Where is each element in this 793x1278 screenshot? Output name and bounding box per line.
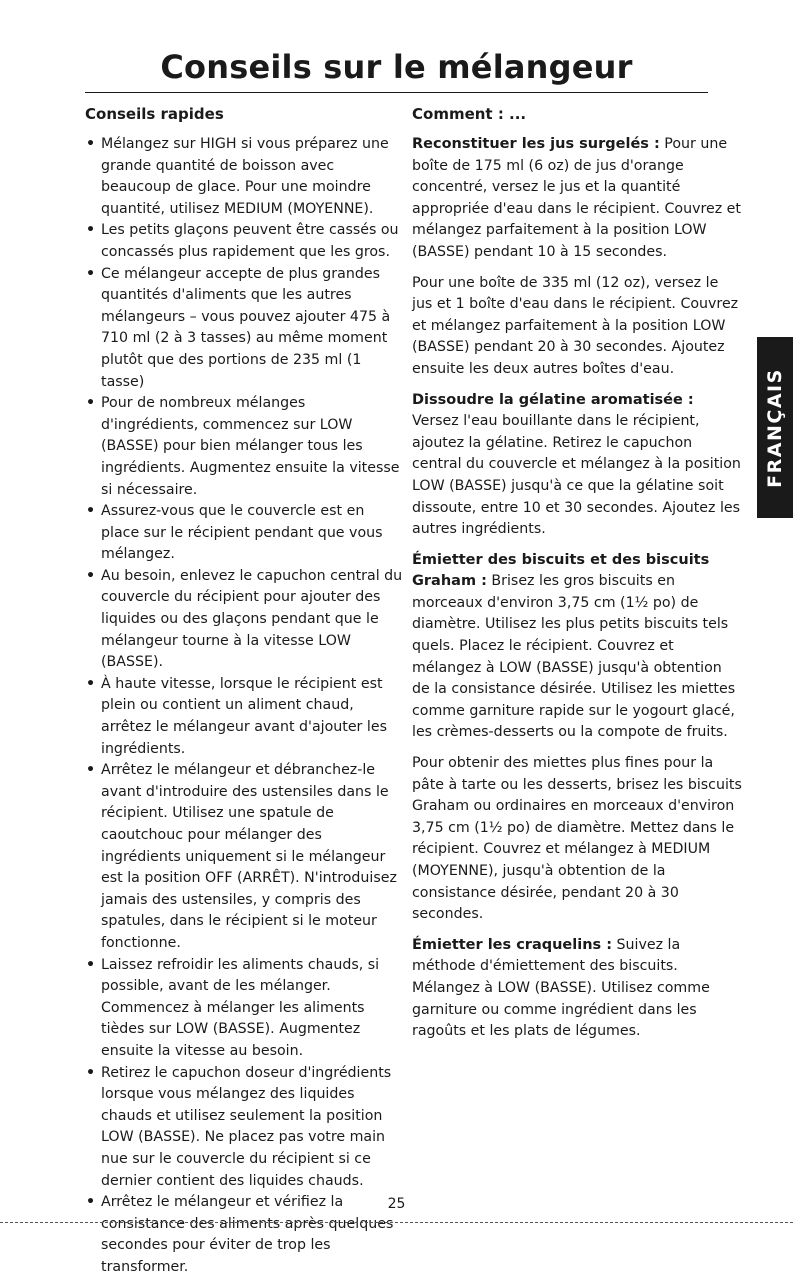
page-title: Conseils sur le mélangeur [160,48,633,86]
how-to-heading: Comment : ... [412,105,527,123]
quick-tips-list [85,134,403,1278]
entry-extra-text: Pour une boîte de 335 ml (12 oz), versez le jus et 1 boîte d'eau dans le récipient. Couvrez et mélangez parfaitement à la position LOW (BASSE) pendant 20 à 30 secondes. Ajoutez ensuite les deux autres boîtes d'eau. [412,274,739,377]
language-tab-label: FRANÇAIS [764,367,786,488]
tip-item: • Mélangez sur HIGH si vous préparez une grande quantité de boisson avec beaucoup de glace. Pour une moindre quantité, utilisez MEDIUM (MOYENNE). [85,134,403,220]
entry-title: Dissoudre la gélatine aromatisée : [412,391,694,408]
title-divider [85,92,708,93]
how-to-entry-cookies [412,550,742,744]
entry-title: Reconstituer les jus surgelés : [412,136,660,152]
tip-item: • Les petits glaçons peuvent être cassés ou concassés plus rapidement que les gros. [85,220,403,263]
entry-title: Émietter les craquelins : [412,936,613,953]
tip-item: • Ce mélangeur accepte de plus grandes quantités d'aliments que les autres mélangeurs – vous pouvez ajouter 475 à 710 ml (2 à 3 tasses) au même moment plutôt que des portions de 235 ml (1 tasse) [85,264,403,394]
tip-item: • Pour de nombreux mélanges d'ingrédients, commencez sur LOW (BASSE) pour bien mélanger tous les ingrédients. Augmentez ensuite la vitesse si nécessaire. [85,393,403,501]
quick-tips-column [85,103,403,1278]
quick-tips-heading: Conseils rapides [85,105,224,123]
how-to-entry-juice [412,134,742,264]
entry-text: Brisez les gros biscuits en morceaux d'environ 3,75 cm (1½ po) de diamètre. Utilisez les plus petits biscuits tels quels. Placez le récipient. Couvrez et mélangez à LOW (BASSE) jusqu'à obtention de la consistance désirée. Utilisez les miettes comme garniture rapide sur le yogourt glacé, les crèmes-desserts ou la compote de fruits. [412,573,736,741]
entry-title: Émietter des biscuits et des biscuits Graham : [412,551,710,590]
how-to-column [412,103,742,1052]
how-to-entry-gelatin [412,390,742,541]
language-tab [757,337,793,518]
tip-item: • Laissez refroidir les aliments chauds, si possible, avant de les mélanger. Commencez à mélanger les aliments tièdes sur LOW (BASSE). Augmentez ensuite la vitesse au besoin. [85,955,403,1063]
tip-item: • Arrêtez le mélangeur et vérifiez la consistance des aliments après quelques secondes pour éviter de trop les transformer. [85,1192,403,1278]
entry-extra-text: Pour obtenir des miettes plus fines pour la pâte à tarte ou les desserts, brisez les biscuits Graham ou ordinaires en morceaux d'environ 3,75 cm (1½ po) de diamètre. Mettez dans le récipient. Couvrez et mélangez à MEDIUM (MOYENNE), jusqu'à obtention de la consistance désirée, pendant 20 à 30 secondes. [412,755,742,923]
tip-item: • Retirez le capuchon doseur d'ingrédients lorsque vous mélangez des liquides chauds et utilisez seulement la position LOW (BASSE). Ne placez pas votre main nue sur le couvercle du récipient si ce dernier contient des liquides chauds. [85,1063,403,1193]
entry-text: Pour une boîte de 175 ml (6 oz) de jus d'orange concentré, versez le jus et la quantité appropriée d'eau dans le récipient. Couvrez et mélangez parfaitement à la position LOW (BASSE) pendant 10 à 15 secondes. [412,136,741,260]
how-to-entry-crackers [412,935,742,1043]
entry-text: Versez l'eau bouillante dans le récipient, ajoutez la gélatine. Retirez le capuchon central du couvercle et mélangez à la position LOW (BASSE) jusqu'à ce que la gélatine soit dissoute, entre 10 et 30 secondes. Ajoutez les autres ingrédients. [412,413,741,538]
tip-item: • À haute vitesse, lorsque le récipient est plein ou contient un aliment chaud, arrêtez le mélangeur avant d'ajouter les ingrédients. [85,674,403,760]
page-number: 25 [387,1196,406,1212]
bottom-divider [0,1222,793,1223]
tip-item: • Au besoin, enlevez le capuchon central du couvercle du récipient pour ajouter des liquides ou des glaçons pendant que le mélangeur tourne à la vitesse LOW (BASSE). [85,566,403,674]
tip-item: • Assurez-vous que le couvercle est en place sur le récipient pendant que vous mélangez. [85,501,403,566]
tip-item: • Arrêtez le mélangeur et débranchez-le avant d'introduire des ustensiles dans le récipient. Utilisez une spatule de caoutchouc pour mélanger des ingrédients uniquement si le mélangeur est la position OFF (ARRÊT). N'introduisez jamais des ustensiles, y compris des spatules, dans le récipient si le moteur fonctionne. [85,760,403,954]
entry-text: Suivez la méthode d'émiettement des biscuits. Mélangez à LOW (BASSE). Utilisez comme garniture ou comme ingrédient dans les ragoûts et les plats de légumes. [412,936,710,1040]
